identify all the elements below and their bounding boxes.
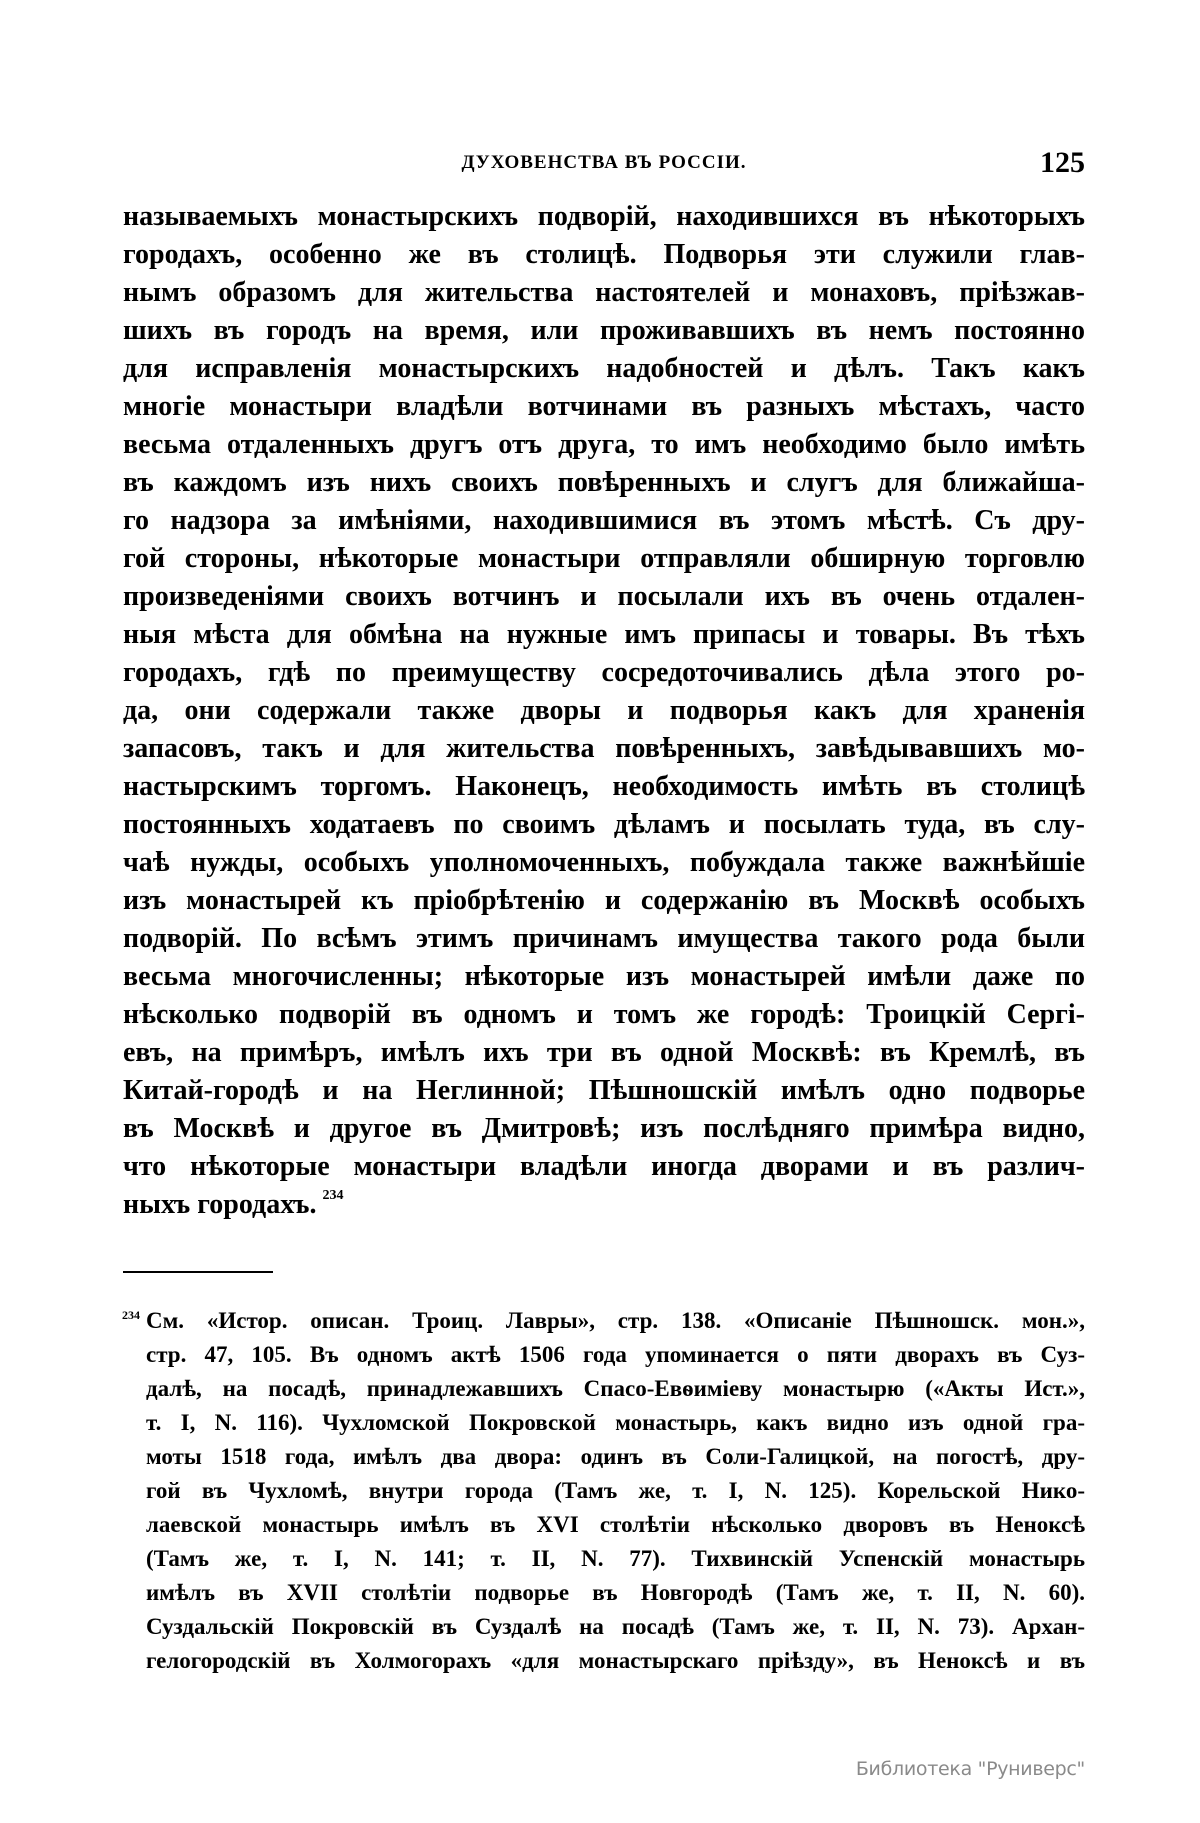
main-text <box>123 198 1085 1224</box>
text-line: нымъ образомъ для жительства настоятелей и монаховъ, пріѣзжав- <box>123 277 1085 308</box>
text-line: ныя мѣста для обмѣна на нужные имъ припасы и товары. Въ тѣхъ <box>123 619 1085 650</box>
footnote-line: имѣлъ въ XVII столѣтіи подворье въ Новгородѣ (Тамъ же, т. II, N. 60). <box>146 1580 1085 1605</box>
text-line: постоянныхъ ходатаевъ по своимъ дѣламъ и посылать туда, въ слу- <box>123 809 1085 840</box>
page-number: 125 <box>1040 146 1085 179</box>
text-line: настырскимъ торгомъ. Наконецъ, необходимость имѣть въ столицѣ <box>123 771 1085 802</box>
text-line: городахъ, гдѣ по преимуществу сосредоточивались дѣла этого ро- <box>123 657 1085 688</box>
footnote-reference[interactable]: 234 <box>322 1188 344 1203</box>
text-line: весьма отдаленныхъ другъ отъ друга, то имъ необходимо было имѣть <box>123 429 1085 460</box>
library-watermark: Библиотека "Руниверс" <box>855 1758 1085 1780</box>
last-line-text: ныхъ городахъ. <box>123 1189 317 1220</box>
footnote-line: далѣ, на посадѣ, принадлежавшихъ Спасо-Евѳиміеву монастырю («Акты Ист.», <box>146 1376 1085 1401</box>
footnote-line: Суздальскій Покровскій въ Суздалѣ на посадѣ (Тамъ же, т. II, N. 73). Архан- <box>146 1614 1085 1639</box>
footnote-text: См. «Истор. описан. Троиц. Лавры», стр. 138. «Описаніе Пѣшношск. мон.», <box>146 1308 1085 1333</box>
footnote-line: гой въ Чухломѣ, внутри города (Тамъ же, т. I, N. 125). Корельской Нико- <box>146 1478 1085 1503</box>
text-line: да, они содержали также дворы и подворья какъ для храненія <box>123 695 1085 726</box>
footnote-line: моты 1518 года, имѣлъ два двора: одинъ въ Соли-Галицкой, на погостѣ, дру- <box>146 1444 1085 1469</box>
footnote-line: (Тамъ же, т. I, N. 141; т. II, N. 77). Тихвинскій Успенскій монастырь <box>146 1546 1085 1571</box>
text-line: называемыхъ монастырскихъ подворій, находившихся въ нѣкоторыхъ <box>123 201 1085 232</box>
text-line: подворій. По всѣмъ этимъ причинамъ имущества такого рода были <box>123 923 1085 954</box>
text-line: Китай-городѣ и на Неглинной; Пѣшношскій имѣлъ одно подворье <box>123 1075 1085 1106</box>
footnote-line: гелогородскій въ Холмогорахъ «для монастырскаго пріѣзду», въ Неноксѣ и въ <box>146 1648 1085 1673</box>
footnotes <box>122 1304 1085 1678</box>
text-line: многіе монастыри владѣли вотчинами въ разныхъ мѣстахъ, часто <box>123 391 1085 422</box>
text-line: въ Москвѣ и другое въ Дмитровѣ; изъ послѣдняго примѣра видно, <box>123 1113 1085 1144</box>
text-line: въ каждомъ изъ нихъ своихъ повѣренныхъ и слугъ для ближайша- <box>123 467 1085 498</box>
text-line: евъ, на примѣръ, имѣлъ ихъ три въ одной Москвѣ: въ Кремлѣ, въ <box>123 1037 1085 1068</box>
footnote-marker: 234 <box>122 1308 140 1322</box>
text-line: произведеніями своихъ вотчинъ и посылали ихъ въ очень отдален- <box>123 581 1085 612</box>
footnote-line: т. I, N. 116). Чухломской Покровской монастырь, какъ видно изъ одной гра- <box>146 1410 1085 1435</box>
footnote-line: лаевской монастырь имѣлъ въ XVI столѣтіи нѣсколько дворовъ въ Неноксѣ <box>146 1512 1085 1537</box>
text-line: запасовъ, такъ и для жительства повѣренныхъ, завѣдывавшихъ мо- <box>123 733 1085 764</box>
text-line: шихъ въ городъ на время, или проживавшихъ въ немъ постоянно <box>123 315 1085 346</box>
text-line: весьма многочисленны; нѣкоторые изъ монастырей имѣли даже по <box>123 961 1085 992</box>
text-line: гой стороны, нѣкоторые монастыри отправляли обширную торговлю <box>123 543 1085 574</box>
footnote-line: стр. 47, 105. Въ одномъ актѣ 1506 года упоминается о пяти дворахъ въ Суз- <box>146 1342 1085 1367</box>
text-line: для исправленія монастырскихъ надобностей и дѣлъ. Такъ какъ <box>123 353 1085 384</box>
text-line: нѣсколько подворій въ одномъ и томъ же городѣ: Троицкій Сергі- <box>123 999 1085 1030</box>
text-line: что нѣкоторые монастыри владѣли иногда дворами и въ различ- <box>123 1151 1085 1182</box>
text-line: городахъ, особенно же въ столицѣ. Подворья эти служили глав- <box>123 239 1085 270</box>
text-line: чаѣ нужды, особыхъ уполномоченныхъ, побуждала также важнѣйшіе <box>123 847 1085 878</box>
text-line: го надзора за имѣніями, находившимися въ этомъ мѣстѣ. Съ дру- <box>123 505 1085 536</box>
footnote-divider <box>123 1271 273 1273</box>
page-header <box>123 145 1085 181</box>
footnote-line <box>122 1304 1085 1338</box>
text-line: изъ монастырей къ пріобрѣтенію и содержанію въ Москвѣ особыхъ <box>123 885 1085 916</box>
running-title: ДУХОВЕНСТВА ВЪ РОССІИ. <box>461 152 747 173</box>
text-line <box>123 1186 1085 1224</box>
